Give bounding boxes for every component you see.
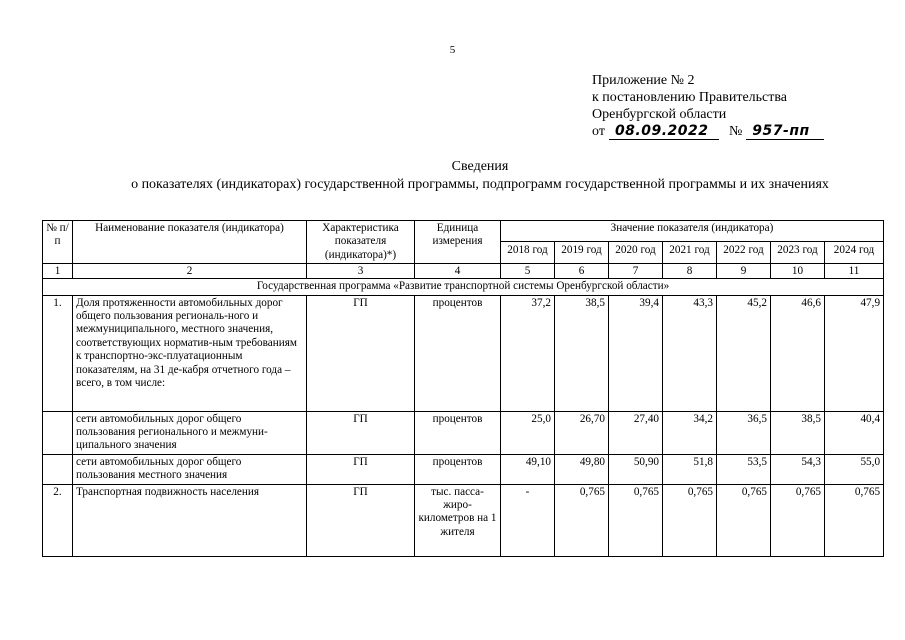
appendix-resolution: к постановлению Правительства [592,90,788,105]
row-value: 0,765 [555,484,609,556]
row-value: 46,6 [771,295,825,411]
header-year: 2019 год [555,241,609,264]
row-num [43,454,73,484]
header-year: 2022 год [717,241,771,264]
column-number: 4 [415,264,501,279]
table-row [43,454,884,484]
row-value: 37,2 [501,295,555,411]
header-row [43,221,884,242]
row-value: 0,765 [663,484,717,556]
column-number: 3 [307,264,415,279]
column-number: 5 [501,264,555,279]
row-unit: процентов [415,411,501,454]
row-value: 54,3 [771,454,825,484]
column-number: 2 [73,264,307,279]
column-number: 10 [771,264,825,279]
row-num: 1. [43,295,73,411]
table-row [43,295,884,411]
row-unit: тыс. пасса-жиро-километров на 1 жителя [415,484,501,556]
row-value: 38,5 [771,411,825,454]
header-year: 2021 год [663,241,717,264]
column-numbers-row [43,264,884,279]
row-value: - [501,484,555,556]
number-prefix: № [728,124,743,139]
indicators-table [42,220,884,557]
row-name: Доля протяженности автомобильных дорог общего пользования региональ-ного и межмуниципального, местного значения, соответствующих норматив-ным требованиям к транспортно-экс-плуатационным показателям, на 31 де-кабря отчетного года – всего, в том числе: [73,295,307,411]
appendix-region: Оренбургской области [592,107,727,122]
row-value: 0,765 [825,484,884,556]
row-num: 2. [43,484,73,556]
row-name: сети автомобильных дорог общего пользования местного значения [73,454,307,484]
row-num [43,411,73,454]
column-number: 1 [43,264,73,279]
appendix-block [592,72,824,140]
row-value: 27,40 [609,411,663,454]
header-values-group: Значение показателя (индикатора) [501,221,884,242]
row-value: 38,5 [555,295,609,411]
column-number: 9 [717,264,771,279]
row-value: 36,5 [717,411,771,454]
table-row [43,484,884,556]
row-value: 43,3 [663,295,717,411]
row-value: 25,0 [501,411,555,454]
document-title: Сведения [451,159,509,174]
column-number: 6 [555,264,609,279]
header-year: 2018 год [501,241,555,264]
handwritten-date: 08.09.2022 [609,124,719,140]
column-number: 7 [609,264,663,279]
row-unit: процентов [415,454,501,484]
row-characteristic: ГП [307,295,415,411]
row-value: 51,8 [663,454,717,484]
document-subtitle: о показателях (индикаторах) государственной программы, подпрограмм государственной программы и их значениях [131,177,829,192]
header-name: Наименование показателя (индикатора) [73,221,307,264]
row-characteristic: ГП [307,411,415,454]
row-unit: процентов [415,295,501,411]
page-number: 5 [449,44,456,56]
row-characteristic: ГП [307,454,415,484]
row-value: 49,10 [501,454,555,484]
row-value: 53,5 [717,454,771,484]
header-year: 2024 год [825,241,884,264]
appendix-title: Приложение № 2 [592,73,695,88]
header-unit: Единица измерения [415,221,501,264]
row-value: 47,9 [825,295,884,411]
row-value: 55,0 [825,454,884,484]
section-title: Государственная программа «Развитие транспортной системы Оренбургской области» [43,279,884,295]
row-value: 0,765 [717,484,771,556]
row-characteristic: ГП [307,484,415,556]
row-value: 39,4 [609,295,663,411]
row-value: 0,765 [609,484,663,556]
table-row [43,411,884,454]
header-year: 2020 год [609,241,663,264]
header-num: № п/п [43,221,73,264]
section-row [43,279,884,295]
row-name: Транспортная подвижность населения [73,484,307,556]
row-value: 26,70 [555,411,609,454]
row-name: сети автомобильных дорог общего пользования регионального и межмуни-ципального значения [73,411,307,454]
header-year: 2023 год [771,241,825,264]
appendix-date-line [592,123,824,140]
header-characteristic: Характеристика показателя (индикатора)*) [307,221,415,264]
column-number: 8 [663,264,717,279]
row-value: 50,90 [609,454,663,484]
row-value: 45,2 [717,295,771,411]
row-value: 40,4 [825,411,884,454]
handwritten-number: 957-пп [746,124,824,140]
row-value: 0,765 [771,484,825,556]
column-number: 11 [825,264,884,279]
row-value: 49,80 [555,454,609,484]
date-prefix: от [592,124,605,139]
row-value: 34,2 [663,411,717,454]
